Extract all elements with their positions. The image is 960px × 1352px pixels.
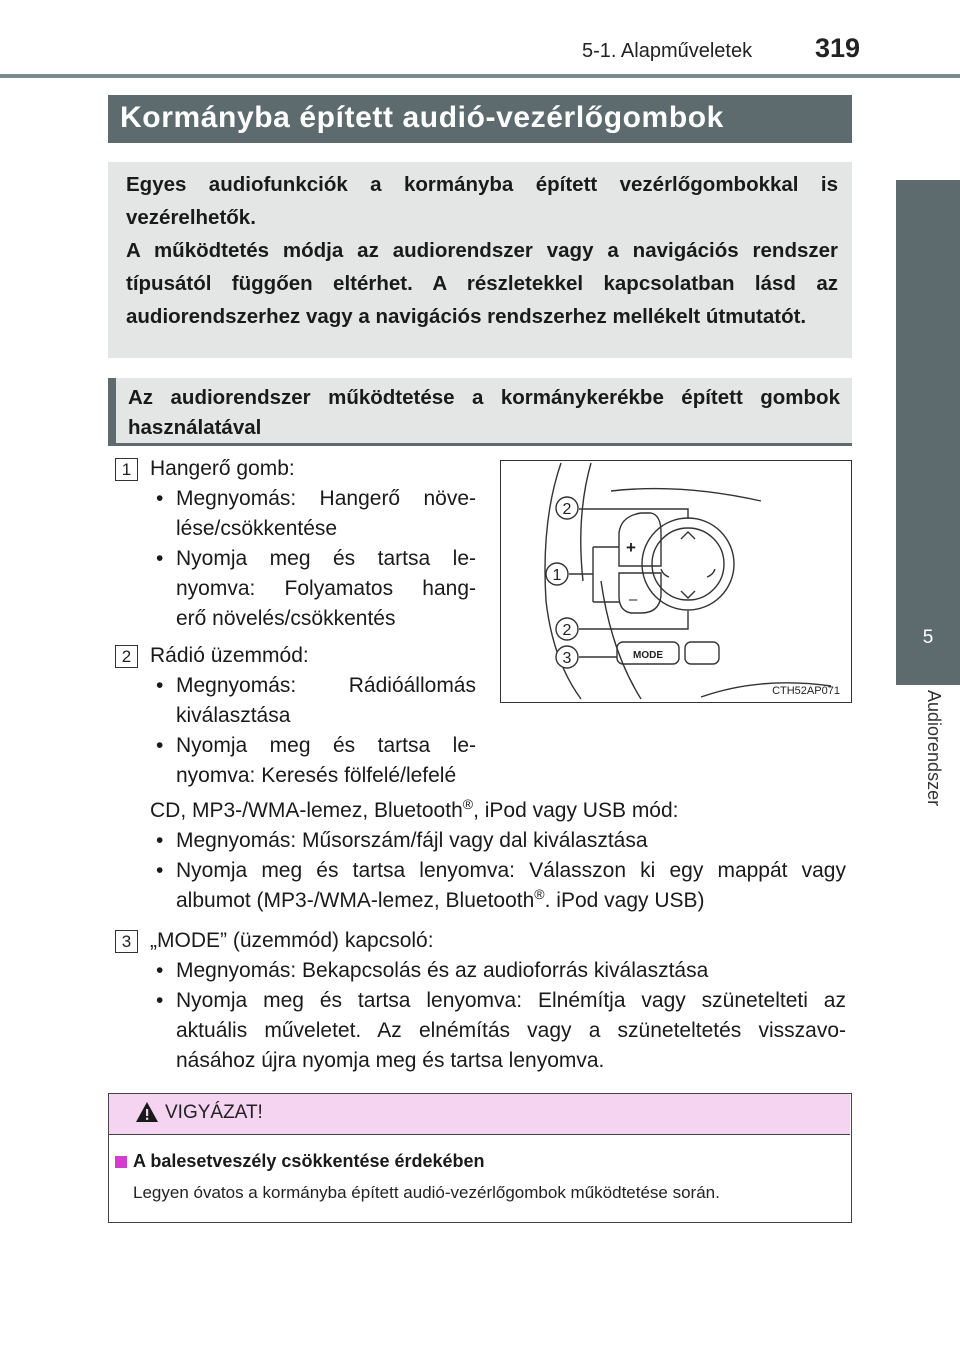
item-3-bullet-1: Megnyomás: Bekapcsolás és az audioforrás kiválasztása [176,959,709,982]
intro-line-1: Egyes audiofunkciók a kormányba épített vezérlőgombokkal is vezérelhetők. [126,173,838,229]
item-2-bullet-2-line-2: nyomva: Keresés fölfelé/lefelé [176,764,457,787]
item-1-bullet-2-line-2: nyomva: Folyamatos hang- [176,577,476,600]
page-number: 319 [815,33,861,63]
item-2-bullet-1-line-2: kiválasztása [176,704,291,727]
callout-2-bottom: 2 [562,622,572,639]
caution-marker-icon [115,1156,127,1168]
warning-triangle-icon [135,1100,159,1124]
chapter-tab [896,180,960,685]
volume-plus-label: + [626,538,636,557]
item-1-bullet-2-line-3: erő növelés/csökkentés [176,607,396,630]
item-3-bullet-2-line-2: aktuális műveletet. Az elnémítás vagy a szüneteltetés visszavo- [176,1019,846,1042]
item-2-bullet-2-line-1: Nyomja meg és tartsa le- [176,734,476,757]
volume-minus-label: – [628,591,638,608]
caution-title: VIGYÁZAT! [165,1102,263,1123]
registered-mark: ® [534,886,545,902]
section-title: 5-1. Alapműveletek [582,40,753,62]
caution-header [109,1094,850,1135]
callout-2-top: 2 [562,501,572,518]
item-number-3: 3 [115,930,138,953]
cd-mode-bullet-2-line-1: Nyomja meg és tartsa lenyomva: Válasszon ki egy mappát vagy [176,859,846,882]
item-1-bullet-1-line-1: Megnyomás: Hangerő növe- [176,487,476,510]
chapter-label: Audiorendszer [924,690,944,807]
item-1-bullet-2-line-1: Nyomja meg és tartsa le- [176,547,476,570]
figure-code: CTH52AP071 [772,685,840,697]
subheading: Az audiorendszer működtetése a kormánykerékbe épített gombok használatával [108,378,852,446]
caution-subtitle: A balesetveszély csökkentése érdekében [133,1151,485,1171]
cd-mode-bullet-2-text: albumot (MP3-/WMA-lemez, Bluetooth [176,889,535,912]
bullet-dot: • [156,487,164,510]
item-2-bullet-1-line-1: Megnyomás: Rádióállomás [176,674,476,697]
steering-controls-figure [500,460,852,703]
bullet-dot: • [156,989,164,1012]
mode-button-label: MODE [633,650,663,661]
item-number-1: 1 [115,458,138,481]
item-1-title: Hangerő gomb: [150,457,295,480]
registered-mark: ® [462,796,474,812]
cd-mode-bullet-2-tail: . iPod vagy USB) [544,889,705,912]
item-3-title: „MODE” (üzemmód) kapcsoló: [150,929,434,952]
chapter-number: 5 [922,627,934,648]
callout-1: 1 [552,567,562,584]
bullet-dot: • [156,547,164,570]
item-2-title: Rádió üzemmód: [150,644,309,667]
item-3-bullet-2-line-1: Nyomja meg és tartsa lenyomva: Elnémítja vagy szünetelteti az [176,989,846,1012]
steering-wheel-illustration [501,461,850,701]
caution-box [108,1093,852,1223]
item-number-2: 2 [115,645,138,668]
cd-mode-bullet-2-line-2 [176,886,705,916]
cd-mode-title [150,796,679,826]
item-3-bullet-2-line-3: násához újra nyomja meg és tartsa lenyomva. [176,1049,605,1072]
bullet-dot: • [156,674,164,697]
bullet-dot: • [156,829,164,852]
caution-text: Legyen óvatos a kormányba épített audió-vezérlőgombok működtetése során. [133,1183,720,1202]
cd-mode-title-tail: , iPod vagy USB mód: [473,799,679,822]
page-title: Kormányba épített audió-vezérlőgombok [108,95,852,143]
callout-3: 3 [562,650,572,667]
bullet-dot: • [156,859,164,882]
intro-line-2: A működtetés módja az audiorendszer vagy a navigációs rendszer típusától függően eltérhet. A részletekkel kapcsolatban lásd az audiorendszerhez vagy a navigációs rendszerhez mellékelt útmutatót. [126,239,838,328]
header-rule [0,74,960,78]
item-1-bullet-1-line-2: lése/csökkentése [176,517,338,540]
intro-box [108,162,852,358]
bullet-dot: • [156,959,164,982]
cd-mode-bullet-1: Megnyomás: Műsorszám/fájl vagy dal kiválasztása [176,829,648,852]
cd-mode-title-text: CD, MP3-/WMA-lemez, Bluetooth [150,799,463,822]
bullet-dot: • [156,734,164,757]
